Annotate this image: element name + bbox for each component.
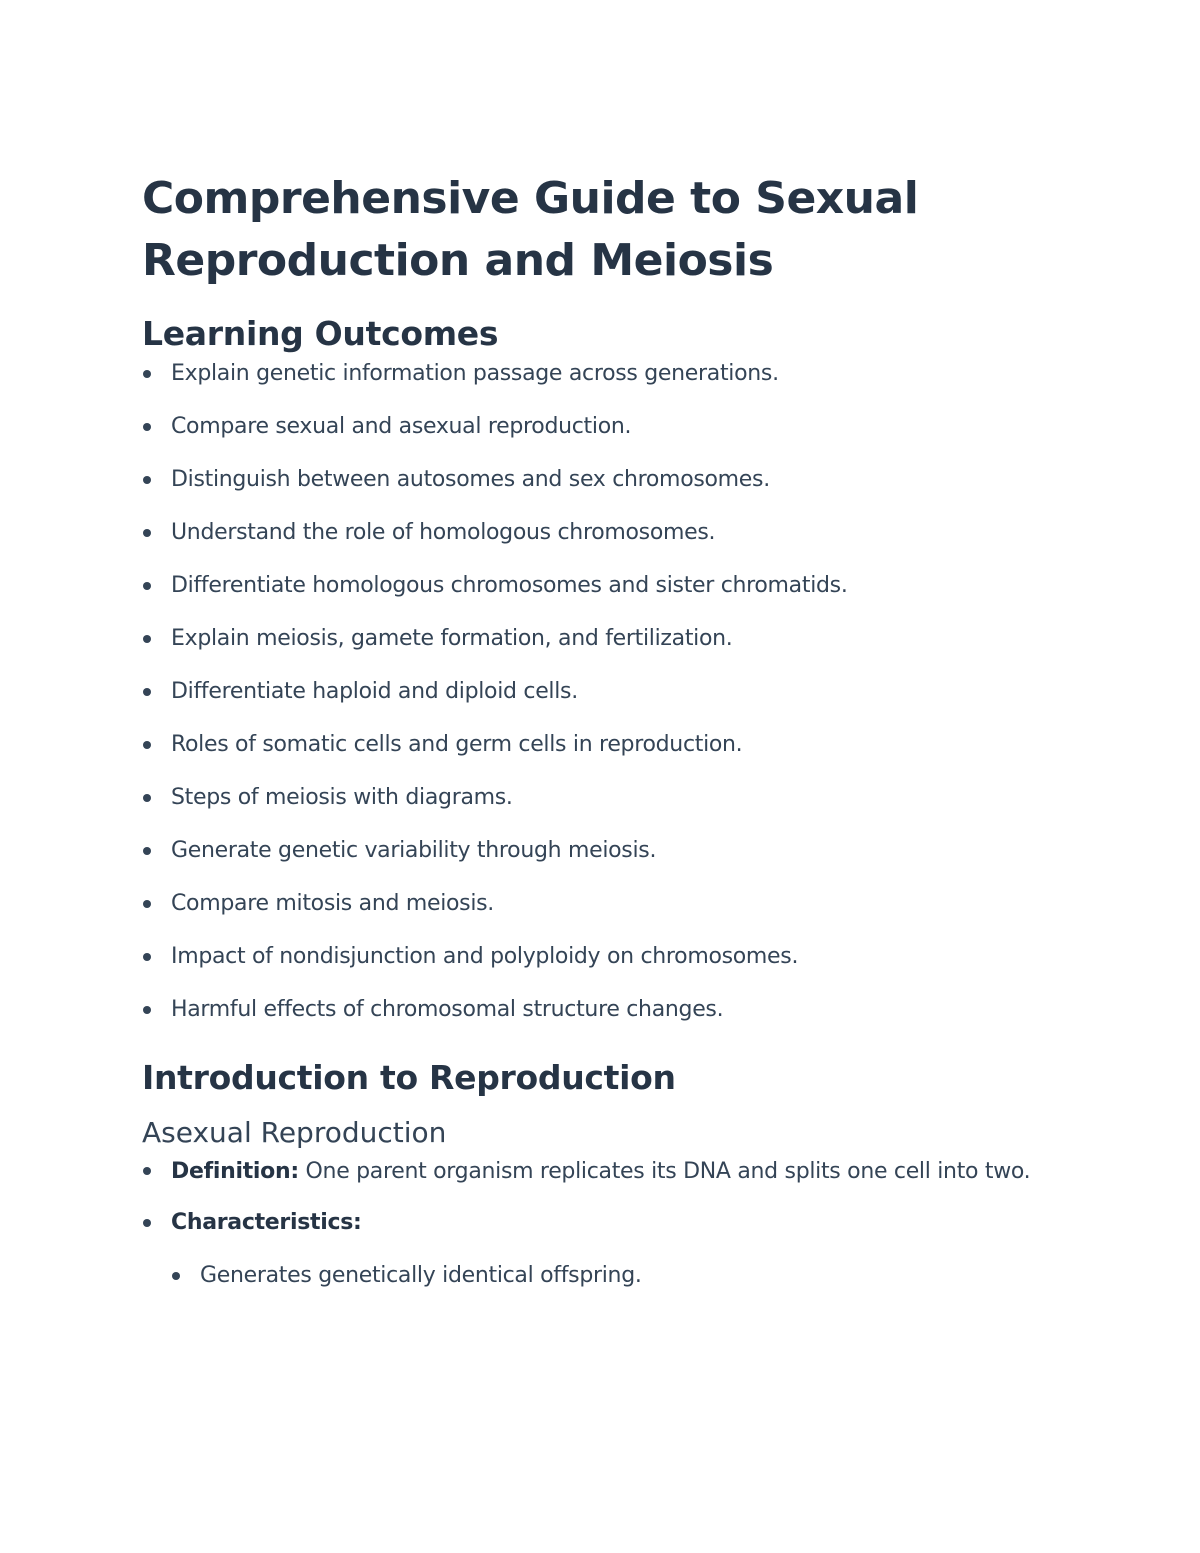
list-item: Impact of nondisjunction and polyploidy on chromosomes. bbox=[142, 937, 1042, 977]
list-item: Roles of somatic cells and germ cells in reproduction. bbox=[142, 725, 1042, 765]
characteristics-term: Characteristics: bbox=[171, 1210, 362, 1235]
definition-item bbox=[142, 1151, 1042, 1192]
list-item: Explain meiosis, gamete formation, and fertilization. bbox=[142, 619, 1042, 659]
document-page bbox=[142, 168, 1042, 1296]
list-item: Steps of meiosis with diagrams. bbox=[142, 778, 1042, 818]
list-item: Generates genetically identical offspring. bbox=[171, 1256, 1042, 1296]
list-item: Harmful effects of chromosomal structure changes. bbox=[142, 990, 1042, 1030]
list-item: Compare sexual and asexual reproduction. bbox=[142, 407, 1042, 447]
list-item: Differentiate homologous chromosomes and sister chromatids. bbox=[142, 566, 1042, 606]
list-item: Generate genetic variability through meiosis. bbox=[142, 831, 1042, 871]
list-item: Understand the role of homologous chromosomes. bbox=[142, 513, 1042, 553]
document-title: Comprehensive Guide to Sexual Reproduction and Meiosis bbox=[142, 173, 919, 286]
definition-term: Definition: bbox=[171, 1159, 299, 1184]
learning-outcomes-list bbox=[142, 354, 1042, 1030]
characteristics-sublist bbox=[171, 1256, 1042, 1296]
asexual-reproduction-heading: Asexual Reproduction bbox=[142, 1116, 447, 1149]
asexual-reproduction-list bbox=[142, 1151, 1042, 1243]
list-item: Differentiate haploid and diploid cells. bbox=[142, 672, 1042, 712]
characteristics-item bbox=[142, 1203, 1042, 1243]
learning-outcomes-heading: Learning Outcomes bbox=[142, 314, 499, 353]
list-item: Distinguish between autosomes and sex chromosomes. bbox=[142, 460, 1042, 500]
characteristics-sublist-wrapper bbox=[171, 1256, 1042, 1296]
list-item: Explain genetic information passage across generations. bbox=[142, 354, 1042, 394]
definition-text: One parent organism replicates its DNA and splits one cell into two. bbox=[298, 1159, 1031, 1184]
introduction-heading: Introduction to Reproduction bbox=[142, 1058, 676, 1097]
list-item: Compare mitosis and meiosis. bbox=[142, 884, 1042, 924]
